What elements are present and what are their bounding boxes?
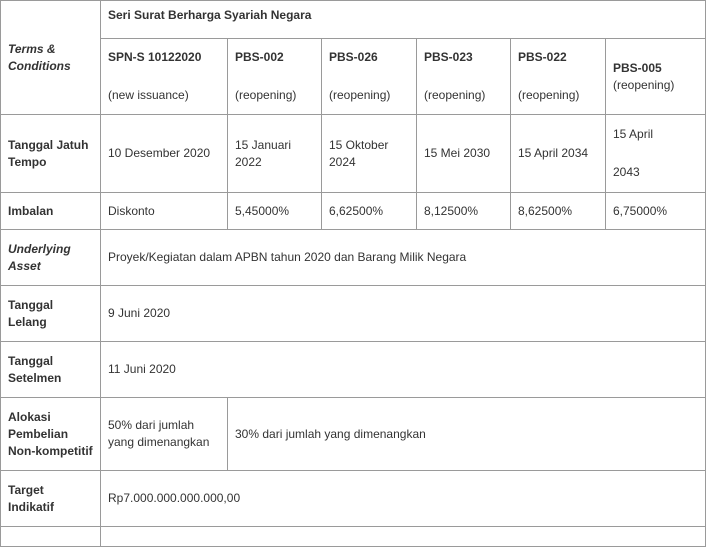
series-header-pbs002 bbox=[228, 39, 322, 115]
maturity-cell bbox=[606, 115, 706, 193]
series-header-pbs023 bbox=[417, 39, 511, 115]
maturity-value-year: 2024 bbox=[329, 154, 356, 169]
yield-value: 8,12500% bbox=[424, 203, 479, 218]
next-row-label-cell bbox=[1, 527, 101, 547]
maturity-value-year: 2043 bbox=[613, 165, 640, 179]
series-title-header bbox=[101, 1, 706, 39]
settlement-value-cell bbox=[101, 342, 706, 398]
maturity-value: 15 Mei 2030 bbox=[424, 146, 491, 160]
maturity-value: 15 Oktober bbox=[329, 137, 389, 152]
yield-cell bbox=[417, 193, 511, 230]
maturity-cell bbox=[228, 115, 322, 193]
auction-label-cell bbox=[1, 286, 101, 342]
terms-conditions-header bbox=[1, 1, 101, 115]
next-row-value-cell bbox=[101, 527, 706, 547]
series-code: PBS-005 bbox=[613, 60, 662, 75]
underlying-row bbox=[1, 230, 706, 286]
next-row-partial bbox=[1, 527, 706, 547]
terms-conditions-label: Terms & Conditions bbox=[8, 41, 71, 73]
settlement-label: Tanggal Setelmen bbox=[8, 353, 62, 385]
yield-value: 6,75000% bbox=[613, 203, 668, 218]
target-label-cell bbox=[1, 471, 101, 527]
maturity-cell bbox=[511, 115, 606, 193]
maturity-cell bbox=[101, 115, 228, 193]
maturity-value: 15 April 2034 bbox=[518, 146, 589, 160]
series-code: SPN-S 10122020 bbox=[108, 50, 202, 64]
yield-cell bbox=[322, 193, 417, 230]
yield-value: Diskonto bbox=[108, 203, 155, 218]
yield-value: 6,62500% bbox=[329, 203, 384, 218]
series-header-spns bbox=[101, 39, 228, 115]
settlement-row bbox=[1, 342, 706, 398]
auction-value: 9 Juni 2020 bbox=[108, 306, 171, 320]
series-type: (reopening) bbox=[235, 88, 297, 102]
series-header-pbs022 bbox=[511, 39, 606, 115]
series-code: PBS-022 bbox=[518, 50, 567, 64]
target-value-cell bbox=[101, 471, 706, 527]
noncomp-pbs-cell bbox=[228, 398, 706, 471]
maturity-cell bbox=[417, 115, 511, 193]
series-code: PBS-026 bbox=[329, 50, 378, 64]
target-value: Rp7.000.000.000.000,00 bbox=[108, 491, 241, 505]
series-type: (new issuance) bbox=[108, 88, 189, 102]
yield-value: 8,62500% bbox=[518, 203, 573, 218]
header-row-series bbox=[1, 1, 706, 39]
underlying-value-cell bbox=[101, 230, 706, 286]
settlement-label-cell bbox=[1, 342, 101, 398]
underlying-label-cell bbox=[1, 230, 101, 286]
settlement-value: 11 Juni 2020 bbox=[108, 362, 176, 376]
maturity-value-year: 2022 bbox=[235, 154, 262, 169]
series-title: Seri Surat Berharga Syariah Negara bbox=[108, 8, 312, 22]
series-code: PBS-023 bbox=[424, 50, 473, 64]
maturity-row bbox=[1, 115, 706, 193]
maturity-value: 15 Januari bbox=[235, 137, 292, 152]
maturity-value: 10 Desember 2020 bbox=[108, 146, 211, 160]
noncomp-row bbox=[1, 398, 706, 471]
yield-cell bbox=[606, 193, 706, 230]
maturity-cell bbox=[322, 115, 417, 193]
series-header-pbs005 bbox=[606, 39, 706, 115]
series-type: (reopening) bbox=[329, 88, 391, 102]
auction-label: Tanggal Lelang bbox=[8, 297, 54, 329]
yield-cell bbox=[511, 193, 606, 230]
yield-row bbox=[1, 193, 706, 230]
maturity-label: Tanggal Jatuh Tempo bbox=[8, 137, 89, 169]
maturity-label-cell bbox=[1, 115, 101, 193]
series-type: (reopening) bbox=[518, 88, 580, 102]
noncomp-label: Alokasi Pembelian Non-kompetitif bbox=[8, 409, 93, 458]
series-code: PBS-002 bbox=[235, 50, 284, 64]
yield-cell bbox=[101, 193, 228, 230]
yield-label: Imbalan bbox=[8, 203, 54, 218]
yield-label-cell bbox=[1, 193, 101, 230]
header-row-codes bbox=[1, 39, 706, 115]
noncomp-pbs-value: 30% dari jumlah yang dimenangkan bbox=[235, 426, 426, 441]
underlying-label: Underlying Asset bbox=[8, 241, 71, 273]
noncomp-spns-value: 50% dari jumlah yang dimenangkan bbox=[108, 418, 210, 449]
target-row bbox=[1, 471, 706, 527]
yield-value: 5,45000% bbox=[235, 203, 290, 218]
noncomp-label-cell bbox=[1, 398, 101, 471]
series-header-pbs026 bbox=[322, 39, 417, 115]
maturity-value: 15 April bbox=[613, 127, 654, 141]
underlying-value: Proyek/Kegiatan dalam APBN tahun 2020 dan Barang Milik Negara bbox=[108, 250, 467, 264]
series-type: (reopening) bbox=[424, 88, 486, 102]
auction-value-cell bbox=[101, 286, 706, 342]
series-type: (reopening) bbox=[613, 77, 675, 92]
target-label: Target Indikatif bbox=[8, 482, 55, 514]
yield-cell bbox=[228, 193, 322, 230]
auction-row bbox=[1, 286, 706, 342]
noncomp-spns-cell bbox=[101, 398, 228, 471]
